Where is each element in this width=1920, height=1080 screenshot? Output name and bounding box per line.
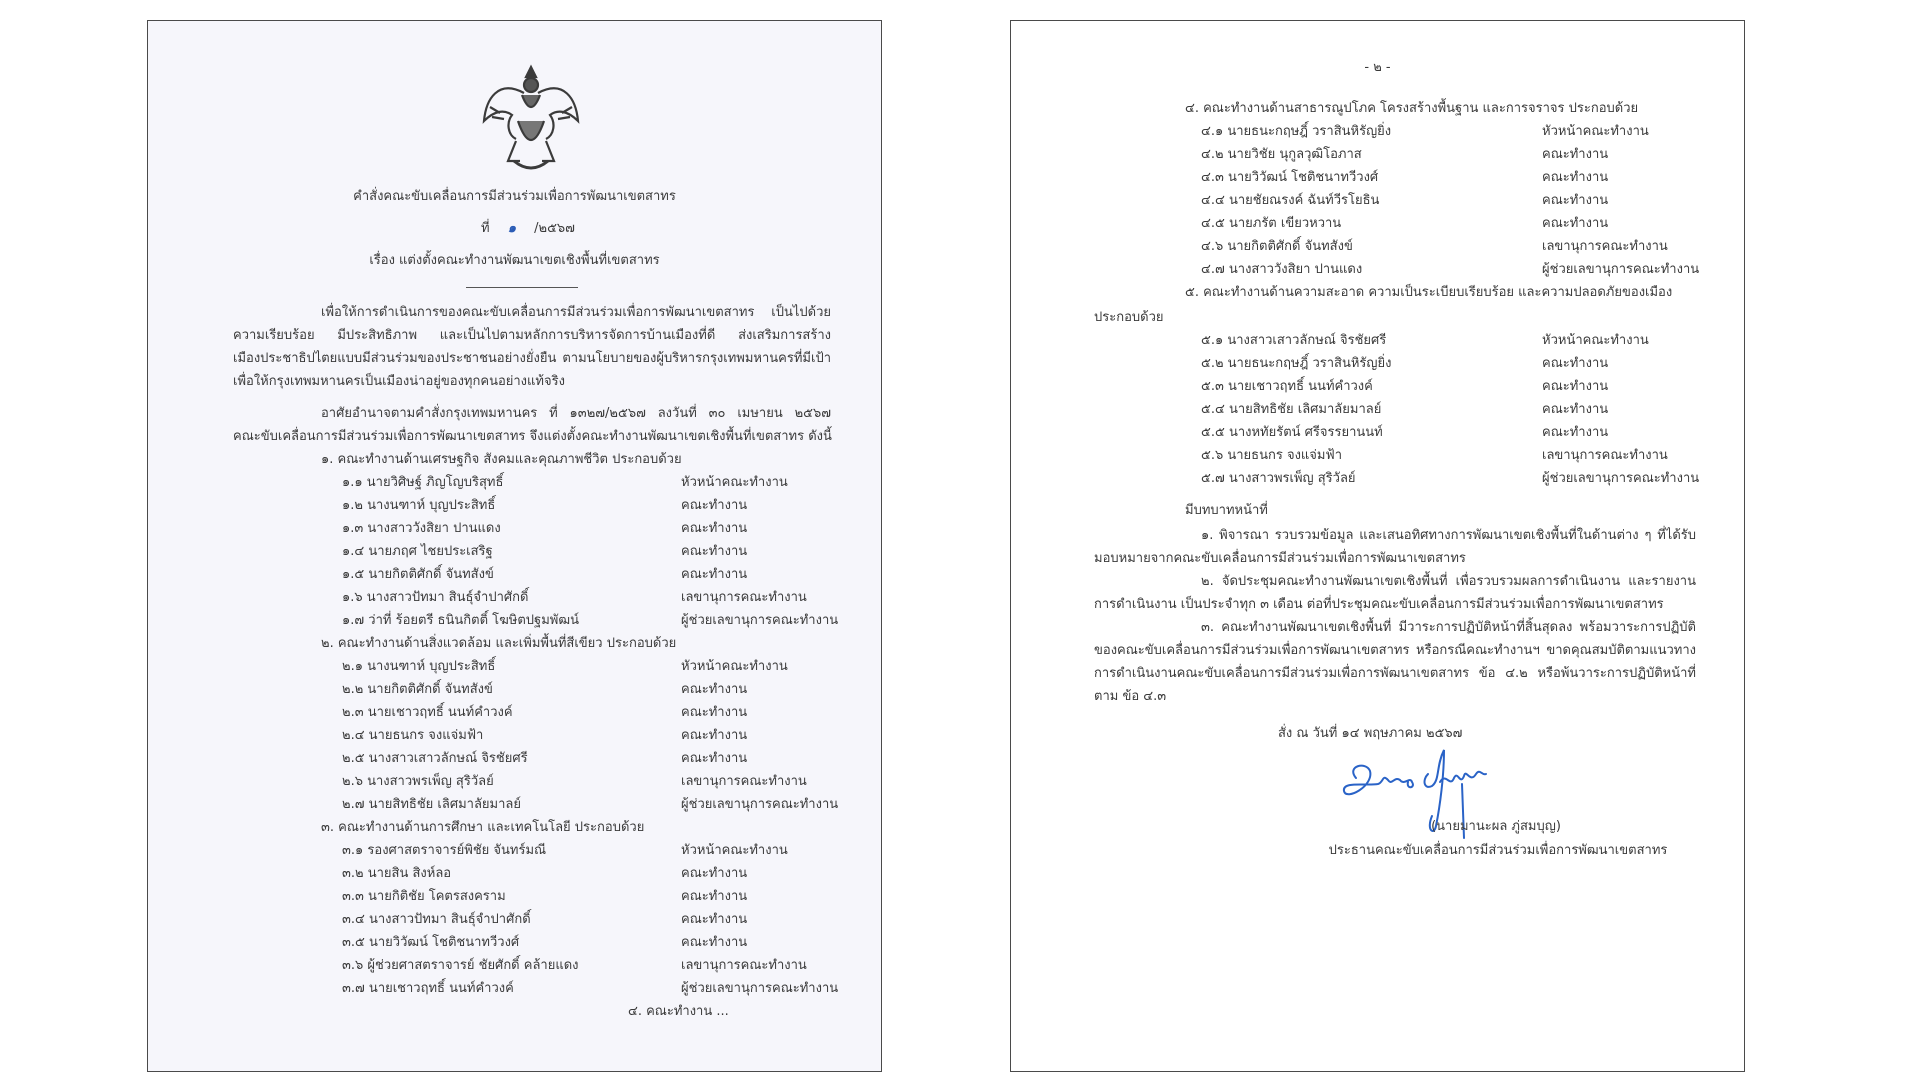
member-row (148, 540, 881, 563)
order-number: ๑ (507, 221, 516, 236)
member-row (148, 563, 881, 586)
member-role: หัวหน้าคณะทำงาน (681, 843, 788, 858)
member-row (148, 885, 881, 908)
member-name: ๒.๖ นางสาวพรเพ็ญ สุริวัลย์ (342, 774, 494, 789)
member-name: ๔.๗ นางสาววังสิยา ปานแดง (1201, 262, 1363, 277)
member-row (1011, 235, 1744, 258)
paragraph-line: คณะขับเคลื่อนการมีส่วนร่วมเพื่อการพัฒนาเขตสาทร จึงแต่งตั้งคณะทำงานพัฒนาเขตเชิงพื้นที่เขตสาทร ดังนี้ (233, 429, 832, 444)
continuation-note: ๔. คณะทำงาน ... (628, 1004, 729, 1019)
member-name: ๒.๓ นายเชาวฤทธิ์ นนท์คำวงค์ (342, 705, 513, 720)
member-row (148, 862, 881, 885)
member-role: เลขานุการคณะทำงาน (681, 958, 807, 973)
member-role: คณะทำงาน (1542, 216, 1609, 231)
member-role: ผู้ช่วยเลขานุการคณะทำงาน (681, 613, 839, 628)
member-role: คณะทำงาน (1542, 147, 1609, 162)
signer-name: (นายมานะผล ภู่สมบุญ) (1431, 819, 1561, 834)
member-name: ๓.๔ นางสาวปัทมา สินธุ์จำปาศักดิ์ (342, 912, 531, 927)
member-row (148, 494, 881, 517)
member-name: ๑.๓ นางสาววังสิยา ปานแดง (342, 521, 501, 536)
member-name: ๕.๖ นายธนกร จงแจ่มฟ้า (1201, 448, 1343, 463)
member-role: หัวหน้าคณะทำงาน (681, 659, 788, 674)
page-2-body (1011, 97, 1744, 708)
member-row (1011, 120, 1744, 143)
duty-line: ๒. จัดประชุมคณะทำงานพัฒนาเขตเชิงพื้นที่ เพื่อรวบรวมผลการดำเนินงาน และรายงาน (1201, 574, 1696, 589)
member-name: ๒.๑ นางนฑาห์ บุญประสิทธิ์ (342, 659, 496, 674)
member-name: ๓.๖ ผู้ช่วยศาสตราจารย์ ชัยศักดิ์ คล้ายแดง (342, 958, 579, 973)
member-row (148, 954, 881, 977)
member-name: ๒.๗ นายสิทธิชัย เลิศมาลัยมาลย์ (342, 797, 521, 812)
document-page-1 (147, 20, 882, 1072)
group-heading: ๕. คณะทำงานด้านความสะอาด ความเป็นระเบียบเรียบร้อย และความปลอดภัยของเมือง (1185, 285, 1673, 300)
group-heading: ๑. คณะทำงานด้านเศรษฐกิจ สังคมและคุณภาพชีวิต ประกอบด้วย (321, 452, 682, 467)
member-role: เลขานุการคณะทำงาน (681, 774, 807, 789)
member-row (148, 517, 881, 540)
date-line: สั่ง ณ วันที่ ๑๔ พฤษภาคม ๒๕๖๗ (1278, 726, 1463, 741)
garuda-emblem-icon (478, 59, 584, 179)
spacer (148, 393, 881, 402)
member-row (1011, 398, 1744, 421)
member-row (1011, 467, 1744, 490)
member-name: ๕.๗ นางสาวพรเพ็ญ สุริวัลย์ (1201, 471, 1356, 486)
member-role: คณะทำงาน (1542, 402, 1609, 417)
member-role: คณะทำงาน (681, 544, 748, 559)
member-role: คณะทำงาน (681, 751, 748, 766)
duty-line: การดำเนินงาน เป็นประจำทุก ๓ เดือน ต่อที่ประชุมคณะขับเคลื่อนการมีส่วนร่วมเพื่อการพัฒนาเขตสาทร (1094, 597, 1664, 612)
member-name: ๕.๑ นางสาวเสาวลักษณ์ จิรชัยศรี (1201, 333, 1387, 348)
member-role: คณะทำงาน (681, 705, 748, 720)
member-row (148, 678, 881, 701)
divider (466, 287, 578, 288)
member-row (148, 609, 881, 632)
member-name: ๔.๖ นายกิตติศักดิ์ จันทสังข์ (1201, 239, 1353, 254)
member-role: ผู้ช่วยเลขานุการคณะทำงาน (681, 981, 839, 996)
paragraph-line: เพื่อให้การดำเนินการของคณะขับเคลื่อนการมีส่วนร่วมเพื่อการพัฒนาเขตสาทร เป็นไปด้วย (321, 305, 831, 320)
member-name: ๔.๔ นายชัยณรงค์ ฉันท์วีรโยธิน (1201, 193, 1380, 208)
member-row (148, 770, 881, 793)
member-role: เลขานุการคณะทำงาน (681, 590, 807, 605)
member-name: ๑.๖ นางสาวปัทมา สินธุ์จำปาศักดิ์ (342, 590, 529, 605)
paragraph-line: เมืองประชาธิปไตยแบบมีส่วนร่วมของประชาชนอย่างยั่งยืน ตามนโยบายของผู้บริหารกรุงเทพมหานครที่มีเป้า (233, 351, 831, 366)
member-role: คณะทำงาน (681, 521, 748, 536)
member-name: ๓.๒ นายสิน สิงห์ลอ (342, 866, 452, 881)
page-1-body (148, 301, 881, 1023)
member-name: ๕.๔ นายสิทธิชัย เลิศมาลัยมาลย์ (1201, 402, 1382, 417)
group-heading: ๒. คณะทำงานด้านสิ่งแวดล้อม และเพิ่มพื้นที่สีเขียว ประกอบด้วย (321, 636, 677, 651)
member-row (1011, 375, 1744, 398)
member-name: ๔.๒ นายวิชัย นุกูลวุฒิโอภาส (1201, 147, 1362, 162)
member-role: คณะทำงาน (681, 889, 748, 904)
member-name: ๕.๕ นางหทัยรัตน์ ศรีจรรยานนท์ (1201, 425, 1383, 440)
member-name: ๕.๒ นายธนะกฤษฎิ์ วราสินหิรัญยิ่ง (1201, 356, 1392, 371)
group-heading: ๓. คณะทำงานด้านการศึกษา และเทคโนโลยี ประกอบด้วย (321, 820, 645, 835)
member-role: คณะทำงาน (681, 498, 748, 513)
member-row (1011, 166, 1744, 189)
member-name: ๔.๓ นายวิวัฒน์ โชติชนาทวีวงศ์ (1201, 170, 1379, 185)
group-heading: ๔. คณะทำงานด้านสาธารณูปโภค โครงสร้างพื้นฐาน และการจราจร ประกอบด้วย (1185, 101, 1639, 116)
member-role: คณะทำงาน (1542, 379, 1609, 394)
member-row (148, 471, 881, 494)
member-role: ผู้ช่วยเลขานุการคณะทำงาน (1542, 262, 1700, 277)
order-prefix: ที่ (481, 221, 490, 236)
order-subject: เรื่อง แต่งตั้งคณะทำงานพัฒนาเขตเชิงพื้นที่เขตสาทร (369, 253, 660, 268)
member-role: คณะทำงาน (1542, 425, 1609, 440)
duties-heading: มีบทบาทหน้าที่ (1185, 503, 1268, 518)
member-name: ๓.๓ นายกิติชัย โคตรสงคราม (342, 889, 506, 904)
member-role: คณะทำงาน (1542, 356, 1609, 371)
member-name: ๕.๓ นายเชาวฤทธิ์ นนท์คำวงค์ (1201, 379, 1373, 394)
member-row (148, 793, 881, 816)
member-role: เลขานุการคณะทำงาน (1542, 239, 1668, 254)
paragraph-line: เพื่อให้กรุงเทพมหานครเป็นเมืองน่าอยู่ของทุกคนอย่างแท้จริง (233, 374, 565, 389)
duty-line: การดำเนินงานคณะขับเคลื่อนการมีส่วนร่วมเพื่อการพัฒนาเขตสาทร ข้อ ๔.๒ หรือพ้นวาระการปฏิบัติหน้าที่ (1094, 666, 1696, 681)
member-role: เลขานุการคณะทำงาน (1542, 448, 1668, 463)
member-role: คณะทำงาน (681, 866, 748, 881)
member-row (148, 655, 881, 678)
member-row (1011, 329, 1744, 352)
member-name: ๔.๑ นายธนะกฤษฎิ์ วราสินหิรัญยิ่ง (1201, 124, 1392, 139)
member-row (148, 586, 881, 609)
member-row (1011, 421, 1744, 444)
member-name: ๓.๕ นายวิวัฒน์ โชติชนาทวีวงศ์ (342, 935, 520, 950)
paragraph-line: ความเรียบร้อย มีประสิทธิภาพ และเป็นไปตามหลักการบริหารจัดการบ้านเมืองที่ดี ส่งเสริมการสร้าง (233, 328, 831, 343)
member-row (148, 724, 881, 747)
member-row (1011, 258, 1744, 281)
page-number: - ๒ - (1364, 60, 1391, 75)
order-number-line (481, 217, 575, 240)
paragraph-line: อาศัยอำนาจตามคำสั่งกรุงเทพมหานคร ที่ ๑๓๒๗/๒๕๖๗ ลงวันที่ ๓๐ เมษายน ๒๕๖๗ (321, 406, 831, 421)
member-row (1011, 189, 1744, 212)
member-role: คณะทำงาน (681, 682, 748, 697)
member-role: คณะทำงาน (681, 567, 748, 582)
member-row (1011, 444, 1744, 467)
member-row (148, 701, 881, 724)
member-row (148, 839, 881, 862)
member-name: ๓.๑ รองศาสตราจารย์พิชัย จันทร์มณี (342, 843, 547, 858)
member-role: หัวหน้าคณะทำงาน (681, 475, 788, 490)
member-role: คณะทำงาน (1542, 193, 1609, 208)
member-role: คณะทำงาน (1542, 170, 1609, 185)
member-row (1011, 352, 1744, 375)
group-heading-continued: ประกอบด้วย (1094, 310, 1164, 325)
member-role: หัวหน้าคณะทำงาน (1542, 124, 1649, 139)
order-title: คำสั่งคณะขับเคลื่อนการมีส่วนร่วมเพื่อการพัฒนาเขตสาทร (353, 189, 676, 204)
duty-line: มอบหมายจากคณะขับเคลื่อนการมีส่วนร่วมเพื่อการพัฒนาเขตสาทร (1094, 551, 1466, 566)
member-row (148, 908, 881, 931)
document-page-2 (1010, 20, 1745, 1072)
member-name: ๑.๒ นางนฑาห์ บุญประสิทธิ์ (342, 498, 496, 513)
member-row (1011, 212, 1744, 235)
member-name: ๒.๔ นายธนกร จงแจ่มฟ้า (342, 728, 484, 743)
member-role: คณะทำงาน (681, 935, 748, 950)
member-name: ๑.๗ ว่าที่ ร้อยตรี ธนินกิตติ์ โฆษิตปฐมพัฒน์ (342, 613, 579, 628)
member-name: ๔.๕ นายภรัต เขียวหวาน (1201, 216, 1342, 231)
order-year: /๒๕๖๗ (534, 221, 575, 236)
member-row (148, 747, 881, 770)
member-name: ๑.๔ นายภฤศ ไชยประเสริฐ (342, 544, 493, 559)
duty-line: ๑. พิจารณา รวบรวมข้อมูล และเสนอทิศทางการพัฒนาเขตเชิงพื้นที่ในด้านต่าง ๆ ที่ได้รับ (1201, 528, 1696, 543)
member-name: ๒.๒ นายกิตติศักดิ์ จันทสังข์ (342, 682, 493, 697)
member-role: คณะทำงาน (681, 728, 748, 743)
member-name: ๑.๑ นายวิศิษฐ์ ภิญโญบริสุทธิ์ (342, 475, 504, 490)
duty-line: ตาม ข้อ ๔.๓ (1094, 689, 1167, 704)
signer-title: ประธานคณะขับเคลื่อนการมีส่วนร่วมเพื่อการพัฒนาเขตสาทร (1328, 843, 1668, 858)
member-role: คณะทำงาน (681, 912, 748, 927)
duties-list (1011, 524, 1744, 708)
member-role: ผู้ช่วยเลขานุการคณะทำงาน (681, 797, 839, 812)
member-row (1011, 143, 1744, 166)
duty-line: ๓. คณะทำงานพัฒนาเขตเชิงพื้นที่ มีวาระการปฏิบัติหน้าที่สิ้นสุดลง พร้อมวาระการปฏิบัติ (1201, 620, 1696, 635)
member-role: หัวหน้าคณะทำงาน (1542, 333, 1649, 348)
member-name: ๒.๕ นางสาวเสาวลักษณ์ จิรชัยศรี (342, 751, 528, 766)
member-role: ผู้ช่วยเลขานุการคณะทำงาน (1542, 471, 1700, 486)
duty-line: ของคณะขับเคลื่อนการมีส่วนร่วมเพื่อการพัฒนาเขตสาทร หรือกรณีคณะทำงานฯ ขาดคุณสมบัติตามแนวทาง (1094, 643, 1696, 658)
member-row (148, 931, 881, 954)
member-name: ๓.๗ นายเชาวฤทธิ์ นนท์คำวงค์ (342, 981, 514, 996)
member-name: ๑.๕ นายกิตติศักดิ์ จันทสังข์ (342, 567, 494, 582)
member-row (148, 977, 881, 1000)
